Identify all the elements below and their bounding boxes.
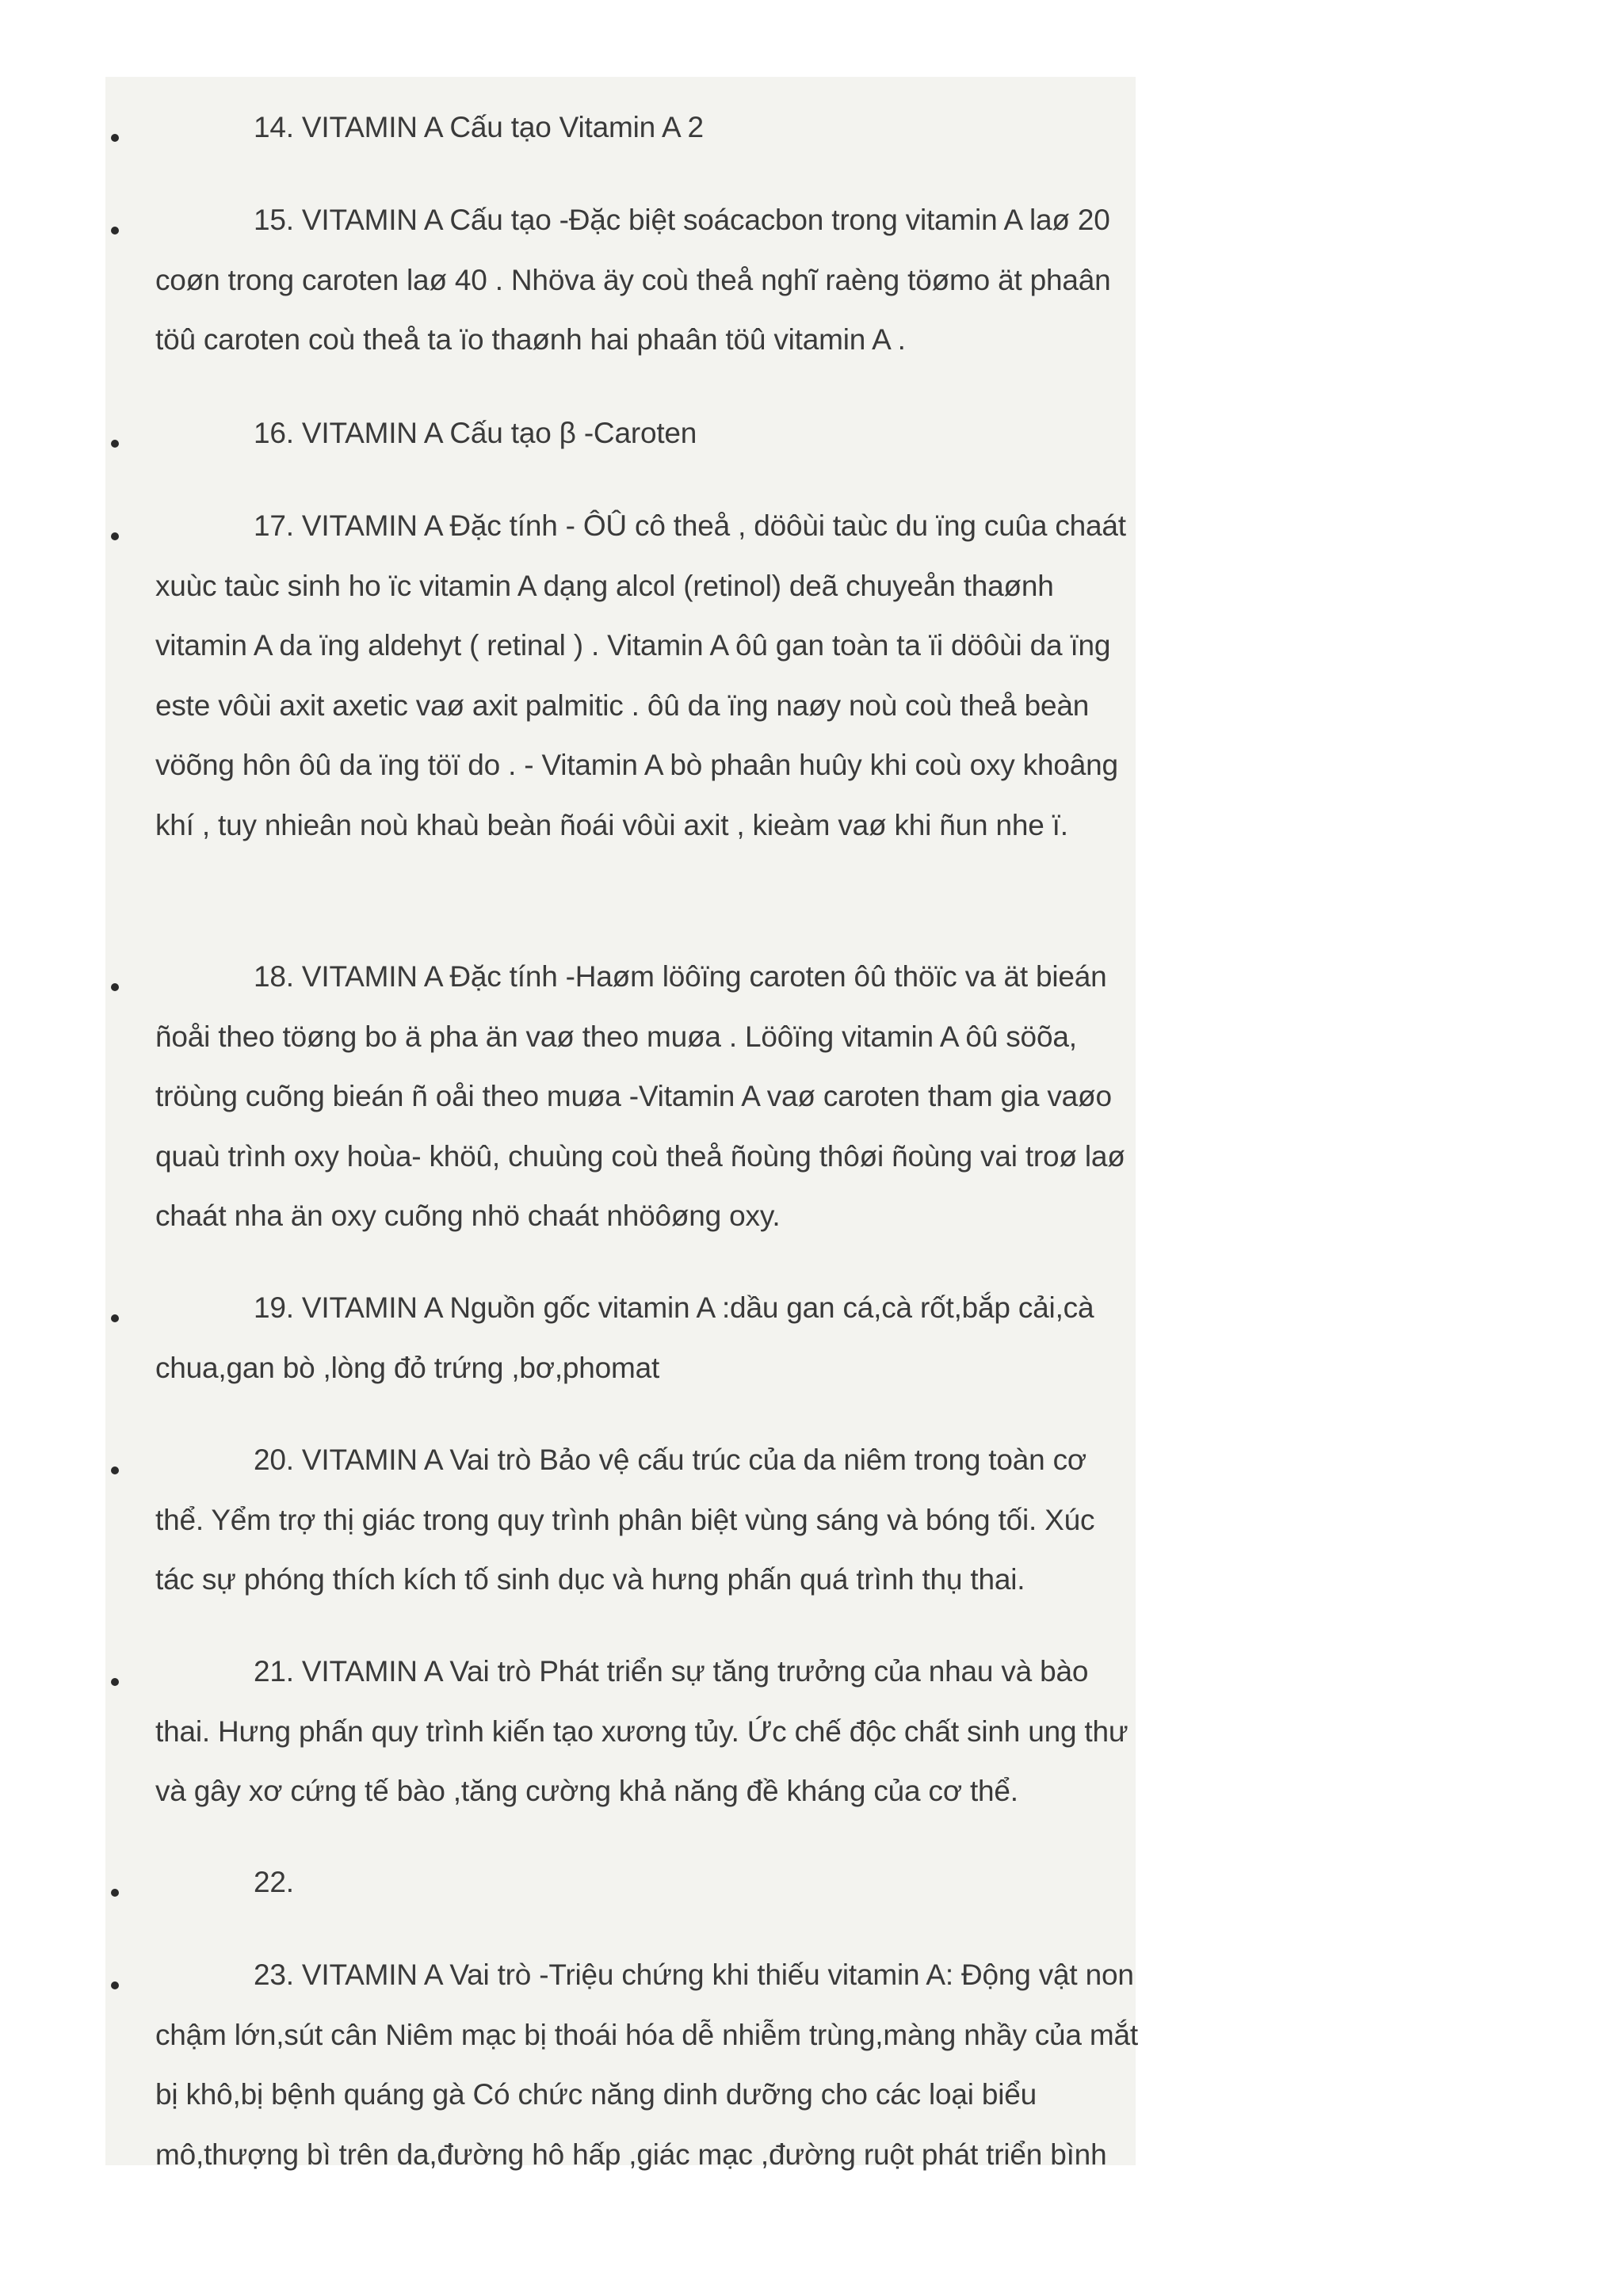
- bullet-icon: [111, 532, 119, 540]
- bullet-icon: [111, 1981, 119, 1989]
- bullet-icon: [111, 1889, 119, 1897]
- list-item-text: 14. VITAMIN A Cấu tạo Vitamin A 2: [254, 111, 704, 143]
- bullet-icon: [111, 1314, 119, 1322]
- list-item-text: 18. VITAMIN A Đặc tính -Haøm löôïng caroten ôû thöïc va ät bieán ñoåi theo töøng bo ä pha än vaø theo muøa . Löôïng vitamin A ôû söõa, tröùng cuõng bieán ñ oåi theo muøa -Vitamin A vaø caroten tham gia vaøo quaù trình oxy hoùa- khöû, chuùng coù theå ñoùng thôøi ñoùng vai troø laø chaát nha än oxy cuõng nhö chaát nhöôøng oxy.: [155, 960, 1133, 1232]
- list-item-text: 22.: [254, 1866, 294, 1898]
- list-item-text: 16. VITAMIN A Cấu tạo β -Caroten: [254, 417, 697, 449]
- content-panel: [105, 77, 1147, 2171]
- list-item-text: 21. VITAMIN A Vai trò Phát triển sự tăng trưởng của nhau và bào thai. Hưng phấn quy trình kiến tạo xương tủy. Ức chế độc chất sinh ung thư và gây xơ cứng tế bào ,tăng cường khả năng đề kháng của cơ thể.: [155, 1655, 1136, 1807]
- bullet-icon: [111, 440, 119, 448]
- list-item-text: 15. VITAMIN A Cấu tạo -Đặc biệt soácacbon trong vitamin A laø 20 coøn trong caroten laø 40 . Nhöva äy coù theå nghĩ raèng töømo ät phaân töû caroten coù theå ta ïo thaønh hai phaân töû vitamin A .: [155, 204, 1119, 356]
- list-item-text: 23. VITAMIN A Vai trò -Triệu chứng khi thiếu vitamin A: Động vật non chậm lớn,sút cân Niêm mạc bị thoái hóa dễ nhiễm trùng,màng nhầy của mắt bị khô,bị bệnh quáng gà Có chức năng dinh dưỡng cho các loại biểu mô,thượng bì trên da,đường hô hấp ,giác mạc ,đường ruột phát triển bình: [155, 1958, 1147, 2171]
- bullet-icon: [111, 983, 119, 991]
- bullet-icon: [111, 134, 119, 142]
- bullet-icon: [111, 1466, 119, 1474]
- bullet-icon: [111, 1678, 119, 1686]
- bullet-icon: [111, 227, 119, 235]
- list-item-text: 17. VITAMIN A Đặc tính - ÔÛ cô theå , döôùi taùc du ïng cuûa chaát xuùc taùc sinh ho ïc vitamin A dạng alcol (retinol) deã chuyeån thaønh vitamin A da ïng aldehyt ( retinal ) . Vitamin A ôû gan toàn ta ïi döôùi da ïng este vôùi axit axetic vaø axit palmitic . ôû da ïng naøy noù coù theå beàn vöõng hôn ôû da ïng töï do . - Vitamin A bò phaân huûy khi coù oxy khoâng khí , tuy nhieân noù khaù beàn ñoái vôùi axit , kieàm vaø khi ñun nhe ï.: [155, 509, 1134, 841]
- list-item-text: 19. VITAMIN A Nguồn gốc vitamin A :dầu gan cá,cà rốt,bắp cải,cà chua,gan bò ,lòng đỏ trứng ,bơ,phomat: [155, 1291, 1102, 1384]
- list-item-text: 20. VITAMIN A Vai trò Bảo vệ cấu trúc của da niêm trong toàn cơ thể. Yểm trợ thị giác trong quy trình phân biệt vùng sáng và bóng tối. Xúc tác sự phóng thích kích tố sinh dục và hưng phấn quá trình thụ thai.: [155, 1444, 1103, 1596]
